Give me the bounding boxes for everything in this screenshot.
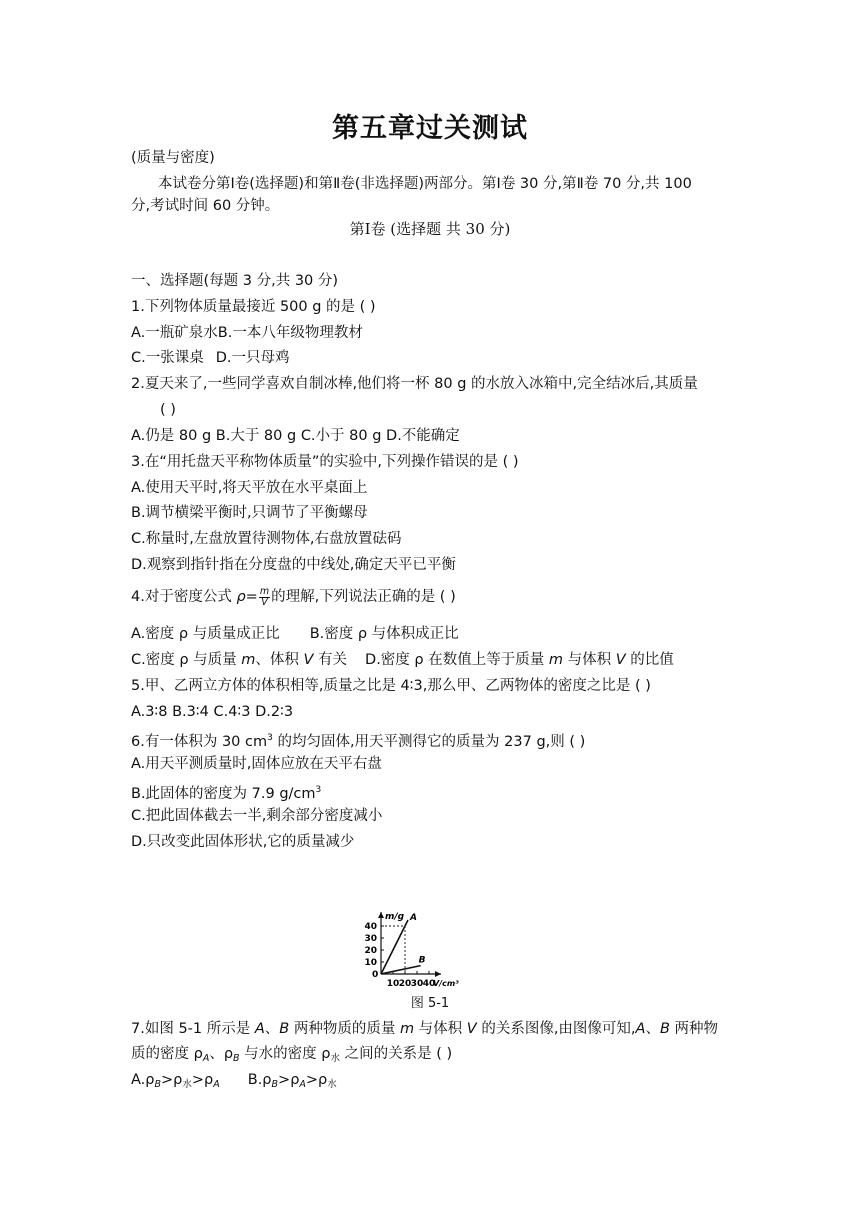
question-6-stem: 6.有一体积为 30 $cm^3$ 的均匀固体,用天平测得它的质量为 237 g,则 ( )	[131, 733, 586, 750]
question-3-stem: 3.在“用托盘天平称物体质量”的实验中,下列操作错误的是 ( )	[131, 454, 519, 470]
subtitle: (质量与密度)	[131, 150, 215, 166]
question-1-options-ab	[131, 323, 363, 343]
option-c: C.4∶3	[213, 704, 251, 720]
mass-volume-chart	[350, 872, 510, 992]
intro-line-2: 分,考试时间 60 分钟。	[131, 198, 280, 214]
part-heading: 一、选择题(每题 3 分,共 30 分)	[131, 273, 339, 289]
y-tick-label: 30	[364, 934, 377, 944]
y-axis-label: m/g	[385, 912, 405, 922]
option-b: $B.\rho_B>\rho_A>\rho_水$	[247, 1072, 337, 1090]
question-6-option-b: B.此固体的密度为 7.9 $g/cm^3$	[131, 785, 322, 802]
question-2-options	[131, 426, 460, 446]
question-3-option-b: B.调节横梁平衡时,只调节了平衡螺母	[131, 505, 368, 521]
page-title: 第五章过关测试	[332, 113, 528, 144]
series-b-line	[381, 966, 421, 974]
question-7-options	[131, 1070, 337, 1092]
question-5-stem: 5.甲、乙两立方体的体积相等,质量之比是 4∶3,那么甲、乙两物体的密度之比是 ( )	[131, 678, 651, 694]
x-tick-label: 20	[398, 979, 412, 989]
series-a-line	[381, 920, 408, 974]
y-tick-label: 40	[364, 922, 377, 932]
question-3-option-d: D.观察到指针指在分度盘的中线处,确定天平已平衡	[131, 557, 456, 573]
question-4-options-cd	[131, 650, 674, 670]
question-7-line-1: 7.如图 5-1 所示是 A、B 两种物质的质量 m 与体积 V 的关系图像,由图像可知,A、B 两种物	[131, 1021, 719, 1037]
intro-line-1: 本试卷分第Ⅰ卷(选择题)和第Ⅱ卷(非选择题)两部分。第Ⅰ卷 30 分,第Ⅱ卷 70 分,共 100	[158, 176, 692, 192]
option-d: D.密度 ρ 在数值上等于质量 m 与体积 V 的比值	[365, 652, 674, 668]
option-c: C.密度 ρ 与质量 m、体积 V 有关	[131, 652, 348, 668]
option-b: B.大于 80 g	[215, 428, 297, 444]
option-a: A.3∶8	[131, 704, 168, 720]
x-axis-label: V/cm³	[433, 979, 459, 988]
option-d: D.2∶3	[255, 704, 294, 720]
option-a: A.一瓶矿泉水	[131, 325, 218, 341]
section-title: 第Ⅰ卷 (选择题 共 30 分)	[349, 220, 511, 238]
y-tick-label: 20	[364, 946, 377, 956]
origin-label: 0	[372, 970, 379, 980]
option-c: C.一张课桌	[131, 350, 204, 366]
question-2-stem: 2.夏天来了,一些同学喜欢自制冰棒,他们将一杯 80 g 的水放入冰箱中,完全结冰后,其质量	[131, 376, 698, 392]
question-3-option-a: A.使用天平时,将天平放在水平桌面上	[131, 480, 368, 496]
question-4-options-ab	[131, 624, 459, 644]
series-a-label: A	[410, 913, 417, 923]
x-tick-label: 40	[422, 979, 436, 989]
question-3-option-c: C.称量时,左盘放置待测物体,右盘放置砝码	[131, 531, 402, 547]
option-d: D.不能确定	[386, 428, 460, 444]
question-7-line-2: 质的密度 $\rho_A$、$\rho_B$ 与水的密度 $\rho_水$ 之间的关系是 ( )	[131, 1046, 453, 1064]
option-a: A.仍是 80 g	[131, 428, 212, 444]
density-formula-fraction: $\frac{m}{V}$	[259, 585, 270, 608]
question-4-stem: 4.对于密度公式 ρ= $\frac{m}{V}$ 的理解,下列说法正确的是 ( )	[131, 585, 456, 608]
y-tick-label: 10	[364, 958, 377, 968]
option-b: B.3∶4	[172, 704, 209, 720]
option-d: D.一只母鸡	[215, 350, 290, 366]
question-1-stem: 1.下列物体质量最接近 500 g 的是 ( )	[131, 299, 376, 315]
question-2-bracket: ( )	[160, 402, 176, 418]
x-tick-label: 10	[386, 979, 400, 989]
x-tick-label: 30	[410, 979, 424, 989]
question-6-option-d: D.只改变此固体形状,它的质量减少	[131, 834, 355, 850]
option-b: B.密度 ρ 与体积成正比	[309, 626, 459, 642]
question-6-option-a: A.用天平测质量时,固体应放在天平右盘	[131, 756, 382, 772]
option-a: A.密度 ρ 与质量成正比	[131, 626, 280, 642]
option-a: $A.\rho_B>\rho_水>\rho_A$	[131, 1072, 220, 1090]
option-c: C.小于 80 g	[300, 428, 382, 444]
question-1-options-cd	[131, 348, 290, 368]
option-b: B.一本八年级物理教材	[217, 325, 363, 341]
x-axis-arrow	[435, 971, 441, 977]
figure-caption: 图 5-1	[410, 996, 450, 1011]
y-axis-arrow	[378, 912, 384, 918]
series-b-label: B	[418, 955, 426, 966]
question-5-options	[131, 702, 293, 722]
question-6-option-c: C.把此固体截去一半,剩余部分密度减小	[131, 808, 383, 824]
